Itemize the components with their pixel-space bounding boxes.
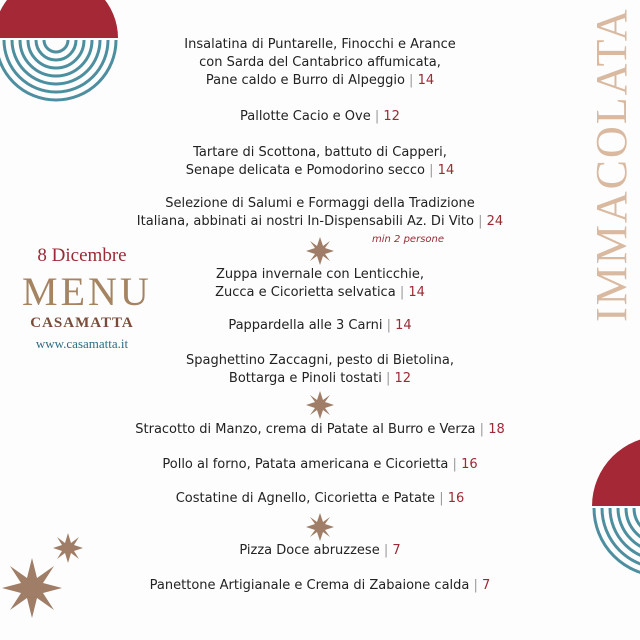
menu-item-line: con Sarda del Cantabrico affumicata, [199,55,441,70]
menu-item: Insalatina di Puntarelle, Finocchi e Arance con Sarda del Cantabrico affumicata, Pane caldo e Burro di Alpeggio | 14 [110,36,530,90]
menu-item-price: 14 [408,285,425,300]
menu-item-price: 12 [394,371,412,386]
menu-item-price: 7 [482,578,491,593]
menu-item-line: Italiana, abbinati ai nostri In-Dispensabili Az. Di Vito [136,214,474,229]
menu-item-note: min 2 persone [372,234,445,245]
star-icon [305,236,335,266]
menu-item-price: 24 [486,214,504,229]
menu-item: Pappardella alle 3 Carni | 14 [228,318,412,333]
menu-item-line: Pappardella alle 3 Carni [228,318,383,333]
menu-item-line: Pallotte Cacio e Ove [240,109,371,124]
menu-item: Pallotte Cacio e Ove | 12 [240,109,400,124]
menu-item-line: Stracotto di Manzo, crema di Patate al Burro e Verza [135,422,476,437]
menu-item-line: Spaghettino Zaccagni, pesto di Bietolina, [186,353,454,368]
menu-item: Zuppa invernale con Lenticchie, Zucca e Cicorietta selvatica | 14 [110,266,530,302]
top-left-arc-decoration [0,0,125,125]
website-link[interactable]: www.casamatta.it [35,336,129,351]
event-date: 8 Dicembre [37,245,127,266]
menu-item-line: Costatine di Agnello, Cicorietta e Patate [175,491,436,506]
menu-item: Costatine di Agnello, Cicorietta e Patate | 16 [175,491,465,506]
menu-heading: MENU [22,269,152,314]
menu-item-line: Pollo al forno, Patata americana e Cicorietta [162,457,449,472]
star-icon [305,390,335,420]
menu-item-price: 16 [461,457,478,472]
menu-item-line: Senape delicata e Pomodorino secco [185,163,425,178]
menu-item-line: Pane caldo e Burro di Alpeggio [205,73,405,88]
menu-item-line: Zucca e Cicorietta selvatica [215,285,396,300]
large-star-icon [0,556,64,620]
menu-item-price: 12 [383,109,400,124]
menu-item: Stracotto di Manzo, crema di Patate al Burro e Verza | 18 [135,422,505,437]
menu-item-price: 14 [417,73,435,88]
menu-item-price: 16 [447,491,465,506]
menu-item-price: 14 [395,318,412,333]
menu-item-price: 18 [488,422,505,437]
menu-item: Tartare di Scottona, battuto di Capperi, Senape delicata e Pomodorino secco | 14 [110,144,530,180]
menu-item-price: 7 [392,543,401,558]
menu-item: Spaghettino Zaccagni, pesto di Bietolina, Bottarga e Pinoli tostati | 12 [110,352,530,388]
menu-item-line: Pizza Doce abruzzese [239,543,380,558]
small-star-icon [52,532,84,564]
menu-item-line: Zuppa invernale con Lenticchie, [215,267,425,282]
menu-item: Selezione di Salumi e Formaggi della Tradizione Italiana, abbinati ai nostri In-Dispensabili Az. Di Vito | 24 [110,195,530,231]
menu-item-line: Insalatina di Puntarelle, Finocchi e Arance [184,37,456,52]
side-title: IMMACOLATA [587,7,636,322]
menu-item-line: Selezione di Salumi e Formaggi della Tradizione [165,196,475,211]
menu-item: Pollo al forno, Patata americana e Cicorietta | 16 [162,457,478,472]
menu-item: Panettone Artigianale e Crema di Zabaione calda | 7 [149,578,491,593]
menu-item-line: Panettone Artigianale e Crema di Zabaione calda [149,578,470,593]
bottom-right-arc-decoration [590,436,640,606]
menu-item-price: 14 [437,163,455,178]
menu-item-line: Tartare di Scottona, battuto di Capperi, [193,145,447,160]
star-icon [305,512,335,542]
casamatta-logo: CASAMATTA [30,315,134,331]
menu-item-line: Bottarga e Pinoli tostati [228,371,382,386]
menu-item: Pizza Doce abruzzese | 7 [239,543,401,558]
